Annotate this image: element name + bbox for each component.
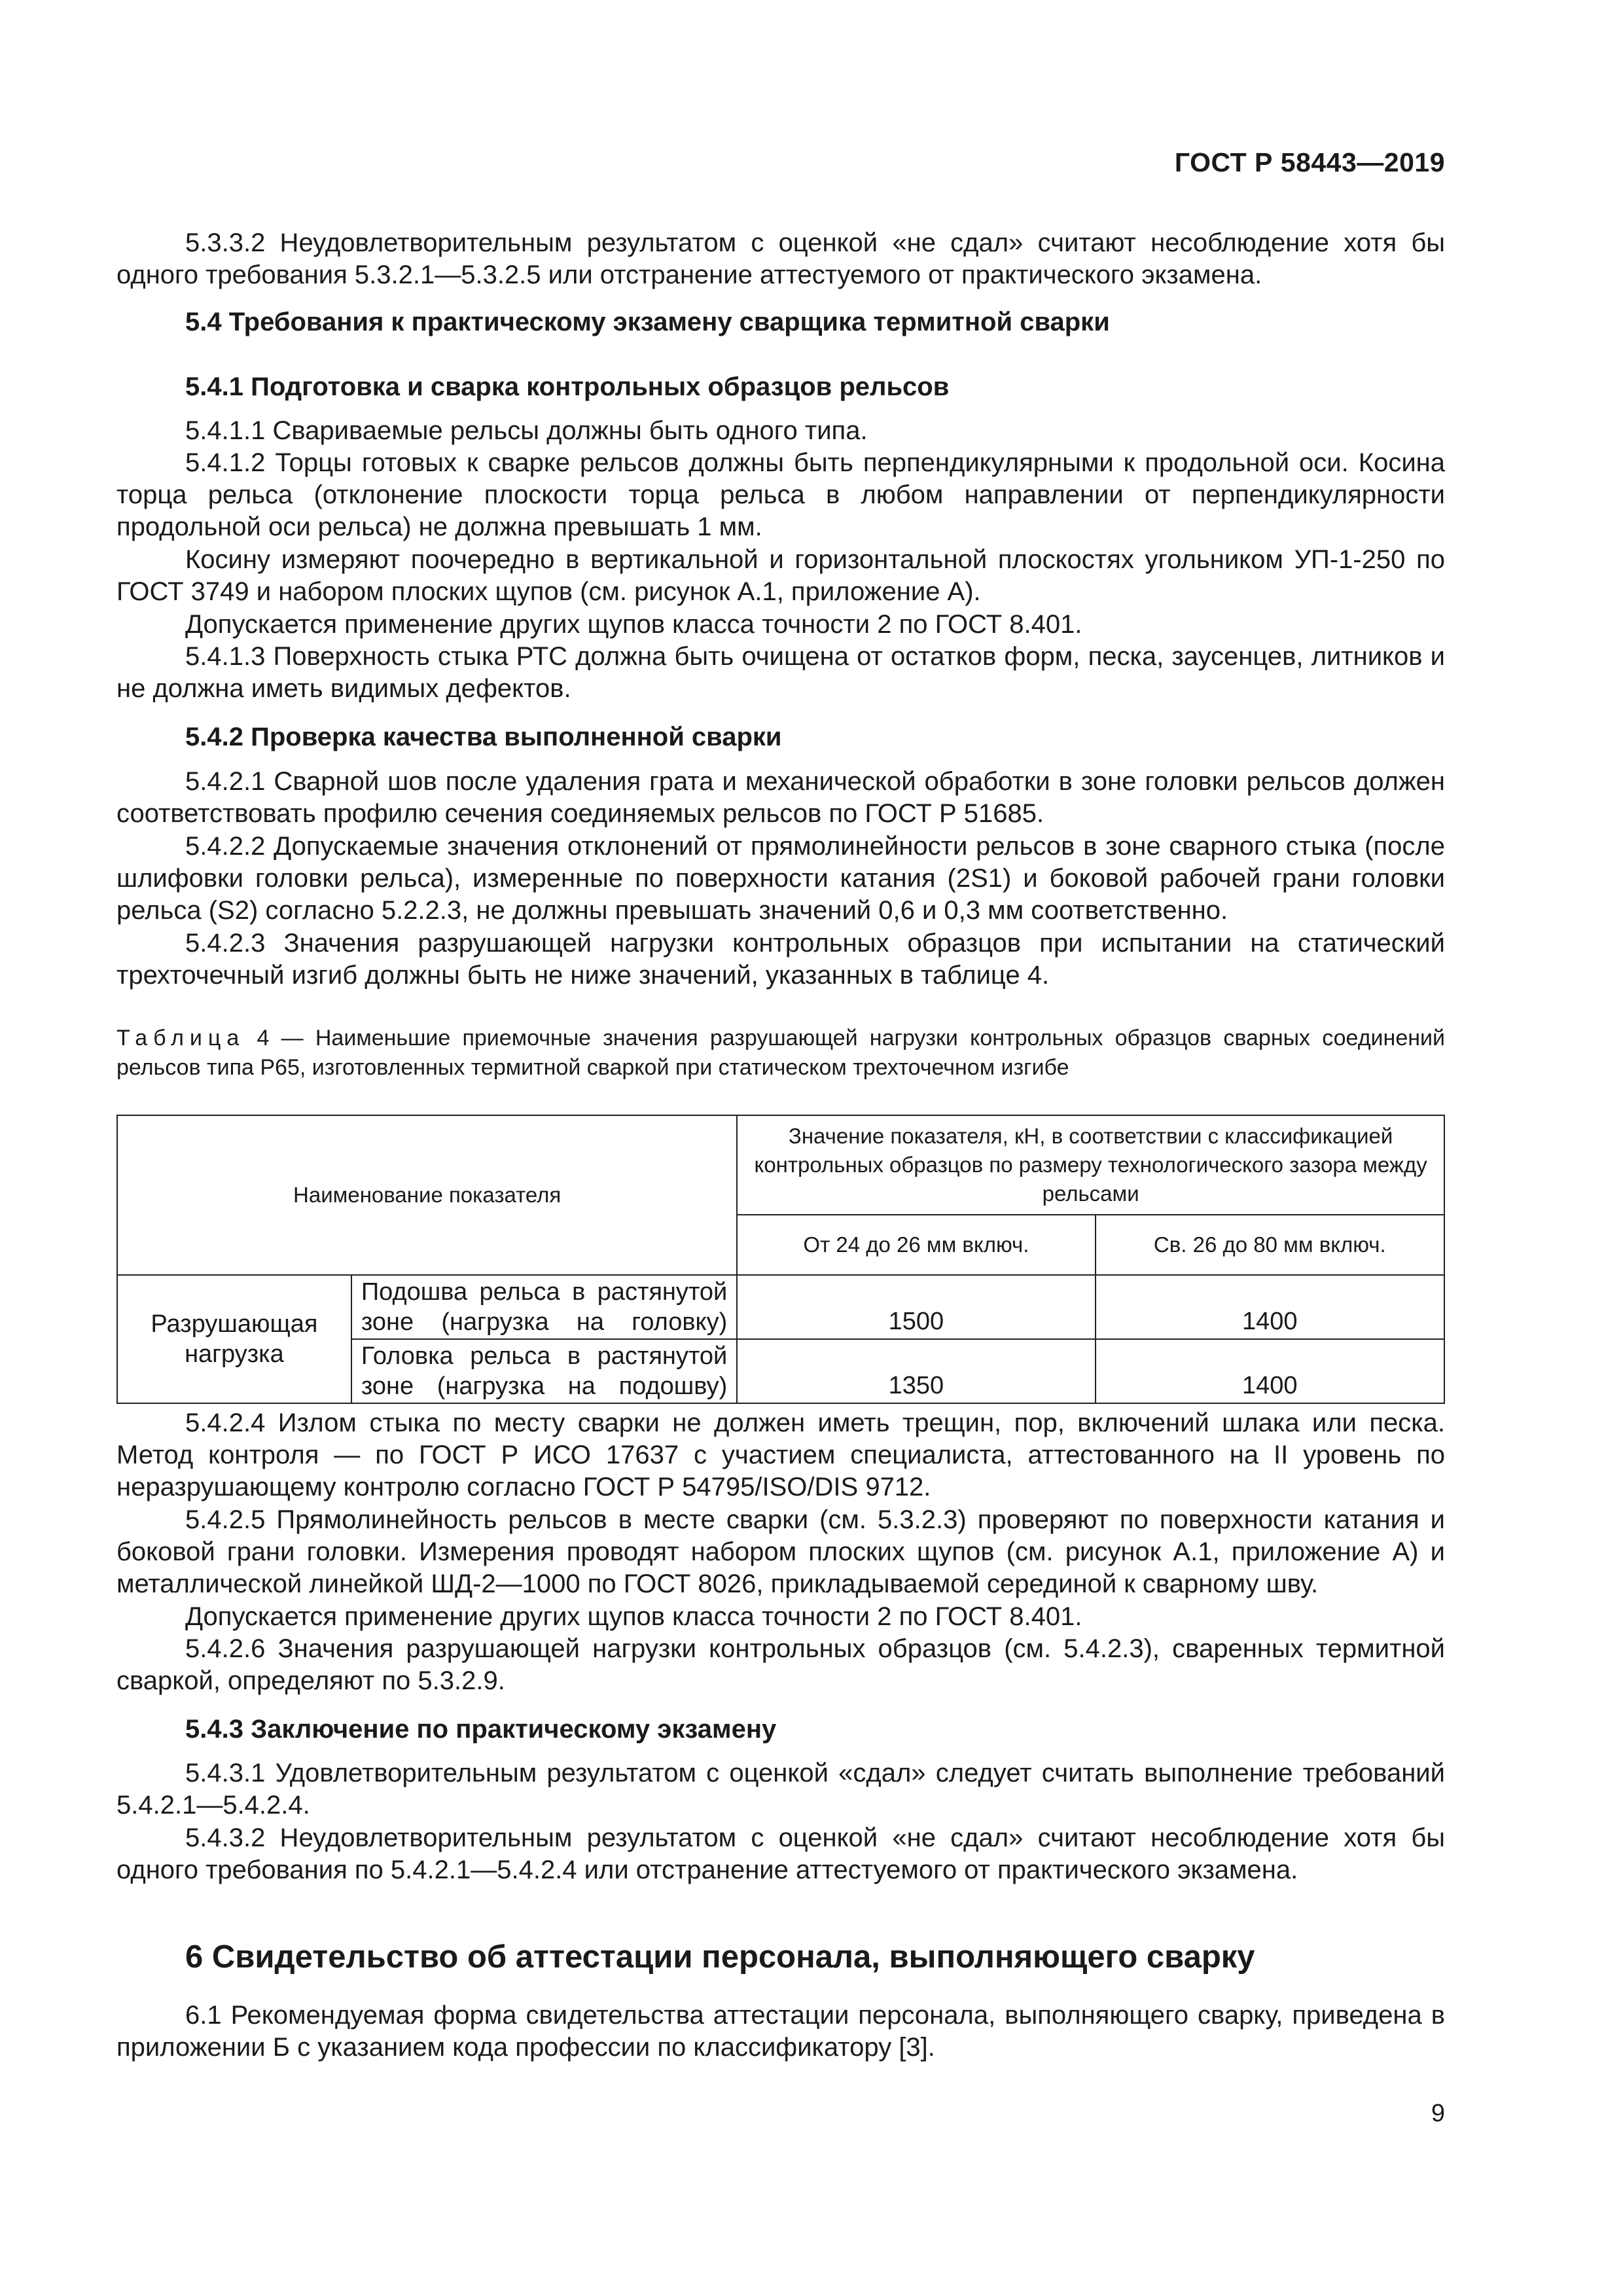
document-header: ГОСТ Р 58443—2019 bbox=[1174, 147, 1445, 177]
table-4 bbox=[116, 1115, 1445, 1404]
section-heading-6: 6 Свидетельство об аттестации персонала, выполняющего сварку bbox=[185, 1939, 1255, 1975]
paragraph-5-3-3-2: 5.3.3.2 Неудовлетворительным результатом с оценкой «не сдал» считают несоблюдение хотя бы одного требования 5.3.2.1—5.3.2.5 или отстранение аттестуемого от практического экзамена. bbox=[116, 228, 1445, 289]
table-4-caption bbox=[116, 1024, 1445, 1083]
section-heading-5-4-1: 5.4.1 Подготовка и сварка контрольных образцов рельсов bbox=[185, 372, 950, 401]
paragraph-5-4-1-2-c: Допускается применение других щупов класса точности 2 по ГОСТ 8.401. bbox=[185, 610, 1082, 639]
table-cell-value: 1350 bbox=[737, 1339, 1095, 1403]
table-subheader-range-1: От 24 до 26 мм включ. bbox=[737, 1215, 1095, 1275]
paragraph-5-4-2-3: 5.4.2.3 Значения разрушающей нагрузки контрольных образцов при испытании на статический трехточечный изгиб должны быть не ниже значений, указанных в таблице 4. bbox=[116, 929, 1445, 990]
table-cell-value: 1500 bbox=[737, 1275, 1095, 1339]
paragraph-5-4-1-3: 5.4.1.3 Поверхность стыка РТС должна быть очищена от остатков форм, песка, заусенцев, литников и не должна иметь видимых дефектов. bbox=[116, 642, 1445, 703]
table-group-cell: Разрушающая нагрузка bbox=[117, 1275, 351, 1403]
section-heading-5-4-3: 5.4.3 Заключение по практическому экзамену bbox=[185, 1715, 777, 1744]
paragraph-5-4-2-5: 5.4.2.5 Прямолинейность рельсов в месте сварки (см. 5.3.2.3) проверяют по поверхности катания и боковой грани головки. Измерения проводят набором плоских щупов (см. рисунок А.1, приложение А) и металлической линейкой ШД-2—1000 по ГОСТ 8026, прикладываемой серединой к сварному шву. bbox=[116, 1505, 1445, 1598]
table-caption-text: 4 — Наименьшие приемочные значения разрушающей нагрузки контрольных образцов сварных соединений рельсов типа Р65, изготовленных термитной сваркой при статическом трехточечном изгибе bbox=[116, 1026, 1445, 1080]
paragraph-6-1: 6.1 Рекомендуемая форма свидетельства аттестации персонала, выполняющего сварку, приведена в приложении Б с указанием кода профессии по классификатору [3]. bbox=[116, 2001, 1445, 2062]
paragraph-5-4-2-6: 5.4.2.6 Значения разрушающей нагрузки контрольных образцов (см. 5.4.2.3), сваренных термитной сваркой, определяют по 5.3.2.9. bbox=[116, 1634, 1445, 1695]
section-heading-5-4-2: 5.4.2 Проверка качества выполненной сварки bbox=[185, 723, 782, 751]
paragraph-5-4-2-5-b: Допускается применение других щупов класса точности 2 по ГОСТ 8.401. bbox=[185, 1602, 1082, 1631]
table-caption-label: Таблица bbox=[116, 1026, 245, 1050]
section-heading-5-4: 5.4 Требования к практическому экзамену сварщика термитной сварки bbox=[185, 308, 1110, 336]
table-row bbox=[117, 1275, 1444, 1339]
paragraph-5-4-2-1: 5.4.2.1 Сварной шов после удаления грата и механической обработки в зоне головки рельсов должен соответствовать профилю сечения соединяемых рельсов по ГОСТ Р 51685. bbox=[116, 767, 1445, 828]
paragraph-5-4-2-4: 5.4.2.4 Излом стыка по месту сварки не должен иметь трещин, пор, включений шлака или песка. Метод контроля — по ГОСТ Р ИСО 17637 с участием специалиста, аттестованного на II уровень по неразрушающему контролю согласно ГОСТ Р 54795/ISO/DIS 9712. bbox=[116, 1408, 1445, 1501]
table-row-label: Головка рельса в растянутой зоне (нагрузка на подошву) bbox=[351, 1339, 737, 1403]
table-subheader-range-2: Св. 26 до 80 мм включ. bbox=[1096, 1215, 1444, 1275]
paragraph-5-4-3-2: 5.4.3.2 Неудовлетворительным результатом с оценкой «не сдал» считают несоблюдение хотя бы одного требования по 5.4.2.1—5.4.2.4 или отстранение аттестуемого от практического экзамена. bbox=[116, 1823, 1445, 1884]
table-cell-value: 1400 bbox=[1096, 1339, 1444, 1403]
page-number: 9 bbox=[1431, 2100, 1445, 2127]
table-row-label: Подошва рельса в растянутой зоне (нагрузка на головку) bbox=[351, 1275, 737, 1339]
paragraph-5-4-1-2-b: Косину измеряют поочередно в вертикальной и горизонтальной плоскостях угольником УП-1-250 по ГОСТ 3749 и набором плоских щупов (см. рисунок А.1, приложение А). bbox=[116, 545, 1445, 606]
table-header-value: Значение показателя, кН, в соответствии с классификацией контрольных образцов по размеру технологического зазора между рельсами bbox=[737, 1115, 1444, 1215]
paragraph-5-4-1-2: 5.4.1.2 Торцы готовых к сварке рельсов должны быть перпендикулярными к продольной оси. Косина торца рельса (отклонение плоскости торца рельса в любом направлении от перпендикулярности продольной оси рельса) не должна превышать 1 мм. bbox=[116, 448, 1445, 541]
paragraph-5-4-1-1: 5.4.1.1 Свариваемые рельсы должны быть одного типа. bbox=[185, 416, 868, 445]
paragraph-5-4-2-2: 5.4.2.2 Допускаемые значения отклонений от прямолинейности рельсов в зоне сварного стыка (после шлифовки головки рельса), измеренные по поверхности катания (2S1) и боковой рабочей грани головки рельса (S2) согласно 5.2.2.3, не должны превышать значений 0,6 и 0,3 мм соответственно. bbox=[116, 832, 1445, 925]
table-header-name: Наименование показателя bbox=[117, 1115, 737, 1275]
paragraph-5-4-3-1: 5.4.3.1 Удовлетворительным результатом с оценкой «сдал» следует считать выполнение требований 5.4.2.1—5.4.2.4. bbox=[116, 1759, 1445, 1820]
table-cell-value: 1400 bbox=[1096, 1275, 1444, 1339]
